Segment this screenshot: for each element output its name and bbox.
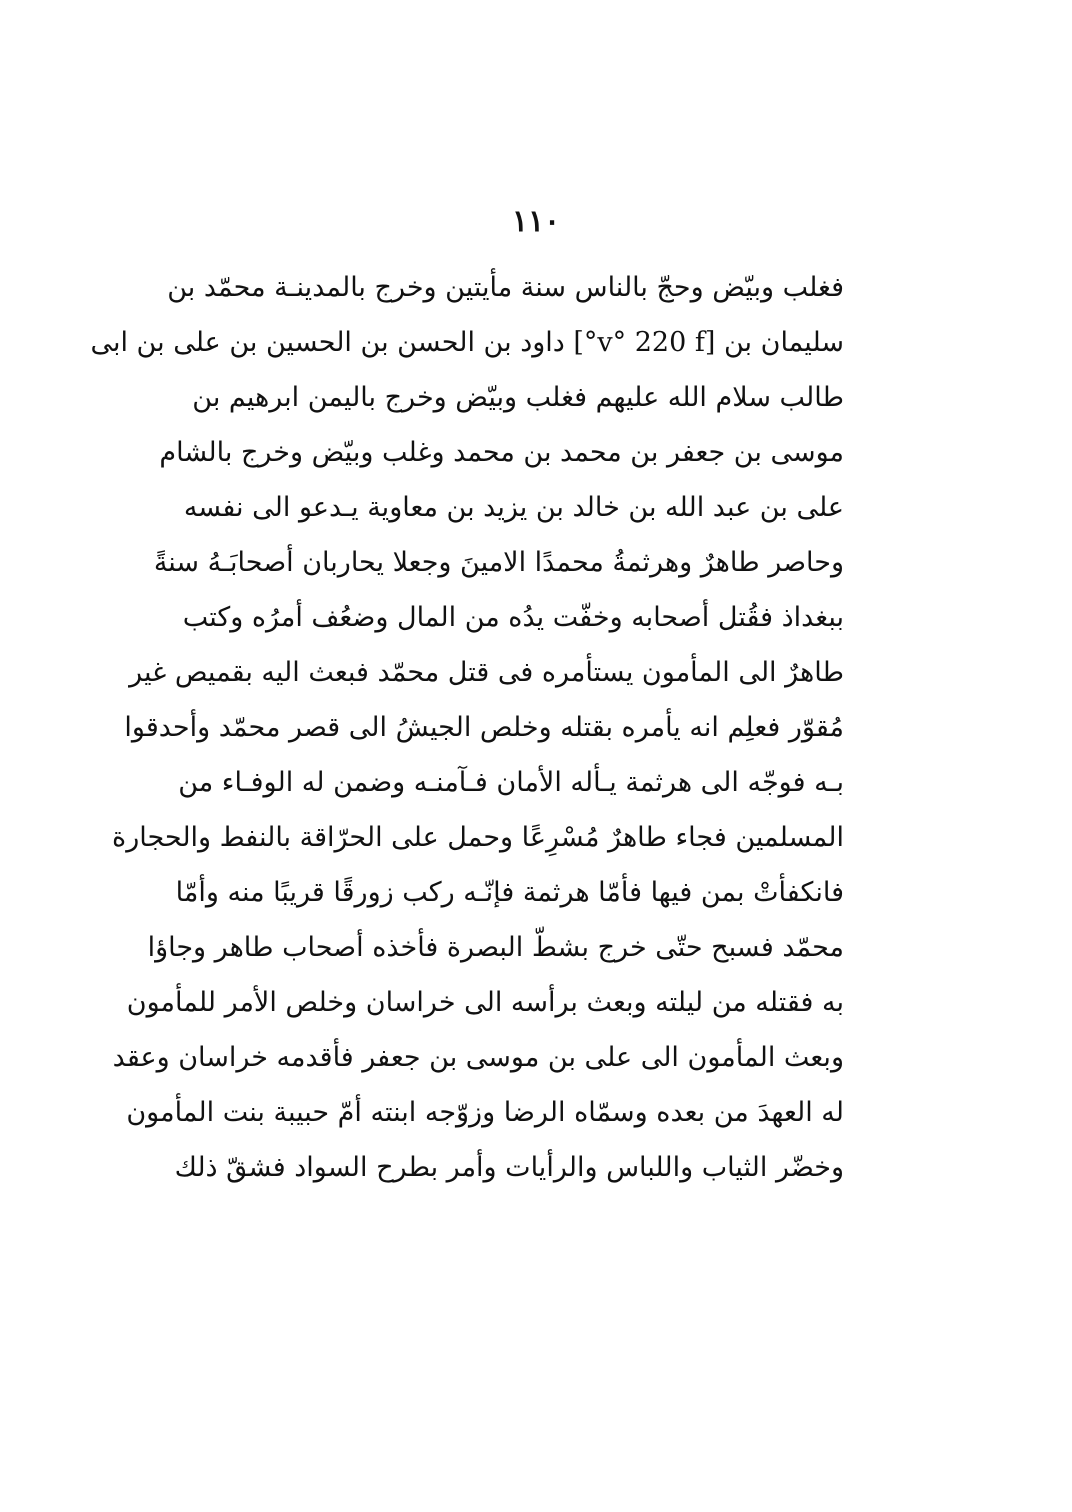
page-number: ١١٠: [511, 204, 561, 239]
text-line: به فقتله من ليلته وبعث برأسه الى خراسان وخلص الأمر للمأمون: [126, 987, 844, 1018]
text-line: موسى بن جعفر بن محمد بن محمد وغلب وبيّض وخرج بالشام: [159, 437, 844, 468]
text-line: مُقوّر فعلِم انه يأمره بقتله وخلص الجيشُ الى قصر محمّد وأحدقوا: [124, 712, 844, 743]
text-line: فانكفأتْ بمن فيها فأمّا هرثمة فإنّـه ركب زورقًا قريبًا منه وأمّا: [175, 877, 844, 908]
text-line: وبعث المأمون الى على بن موسى بن جعفر فأقدمه خراسان وعقد: [112, 1042, 844, 1073]
text-line: له العهدَ من بعده وسمّاه الرضا وزوّجه ابنته أمّ حبيبة بنت المأمون: [126, 1097, 844, 1128]
text-line: ببغداذ فقُتل أصحابه وخفّت يدُه من المال وضعُف أمرُه وكتب: [182, 602, 844, 633]
text-line: طالب سلام الله عليهم فغلب وبيّض وخرج باليمن ابرهيم بن: [192, 382, 844, 413]
text-line: طاهرٌ الى المأمون يستأمره فى قتل محمّد فبعث اليه بقميص غير: [129, 657, 844, 688]
text-line: وخضّر الثياب واللباس والرأيات وأمر بطرح السواد فشقّ ذلك: [174, 1152, 844, 1183]
text-line: محمّد فسبح حتّى خرج بشطّ البصرة فأخذه أصحاب طاهر وجاؤا: [147, 932, 844, 963]
text-line: سليمان بن [v° 220 f°] داود بن الحسن بن الحسين بن على بن ابى: [90, 327, 844, 358]
text-line: وحاصر طاهرٌ وهرثمةُ محمدًا الامينَ وجعلا يحاربان أصحابَـهُ سنةً: [153, 547, 844, 578]
text-line: المسلمين فجاء طاهرٌ مُسْرِعًا وحمل على الحرّاقة بالنفط والحجارة: [112, 822, 844, 853]
text-line: فغلب وبيّض وحجّ بالناس سنة مأيتين وخرج بالمدينـة محمّد بن: [167, 272, 844, 303]
text-line: بـه فوجّه الى هرثمة يـأله الأمان فـآمنـه وضمن له الوفـاء من: [178, 767, 844, 798]
text-line: على بن عبد الله بن خالد بن يزيد بن معاوية يـدعو الى نفسه: [183, 492, 844, 523]
body-text: [90, 260, 844, 1195]
